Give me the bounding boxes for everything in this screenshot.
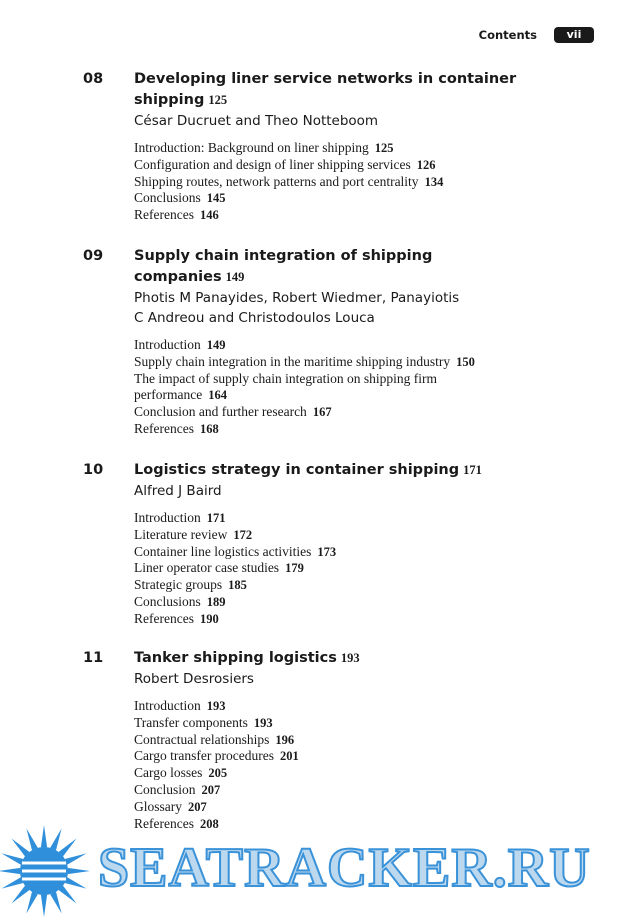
section-page-number: 193 [253, 715, 273, 730]
chapter-title-line: shipping [134, 92, 205, 108]
chapter-authors [134, 288, 554, 328]
sun-ray [12, 886, 30, 904]
section-title: Cargo transfer procedures [134, 748, 274, 764]
chapter-authors [134, 111, 554, 131]
sun-ray [65, 877, 87, 888]
section-page-number: 168 [199, 421, 219, 436]
section-page-number: 150 [456, 354, 475, 369]
section-title: References [134, 207, 194, 223]
section-page-number: 126 [416, 157, 436, 172]
sun-stripe [22, 870, 66, 873]
section-title: Container line logistics activities [134, 543, 312, 559]
sun-ray [41, 825, 47, 847]
section-list [134, 140, 554, 224]
section-page-number: 196 [275, 732, 295, 747]
section-title: Literature review [134, 526, 228, 542]
sun-ray [12, 839, 30, 857]
section-page-number: 190 [199, 611, 219, 626]
section-page-number: 173 [317, 544, 337, 559]
author-line: César Ducruet and Theo Notteboom [134, 113, 379, 129]
section-page-number: 164 [208, 388, 227, 403]
section-list [134, 510, 554, 628]
sun-ray [68, 868, 90, 874]
section-page-number: 145 [206, 191, 226, 206]
section-title: Strategic groups [134, 577, 223, 593]
section-list [134, 337, 554, 438]
section-entry[interactable] [134, 577, 554, 594]
section-page-number: 172 [233, 527, 253, 542]
section-page-number: 208 [199, 816, 219, 831]
section-title: Shipping routes, network patterns and port centrality [134, 173, 419, 189]
chapter-title[interactable] [134, 246, 554, 288]
section-entry[interactable] [134, 748, 554, 765]
sun-ray [2, 877, 24, 888]
section-page-number: 167 [312, 405, 332, 420]
section-page-number: 134 [424, 174, 444, 189]
section-entry[interactable] [134, 190, 554, 207]
chapter-title[interactable] [134, 648, 554, 669]
sun-ray [26, 829, 37, 851]
sun-ray [2, 853, 24, 864]
section-title: Introduction [134, 698, 201, 713]
section-entry[interactable] [134, 544, 554, 561]
author-line: Photis M Panayides, Robert Wiedmer, Panayiotis [134, 290, 460, 306]
section-title: Transfer components [134, 714, 248, 730]
section-entry[interactable] [134, 337, 554, 354]
section-entry[interactable] [134, 715, 554, 732]
section-title: Conclusion [134, 781, 196, 797]
sun-ray [50, 892, 61, 914]
section-entry[interactable] [134, 174, 554, 191]
section-title: Conclusion and further research [134, 404, 307, 420]
section-title: Configuration and design of liner shipping services [134, 156, 411, 172]
section-page-number: 179 [285, 561, 304, 576]
section-title: Introduction [134, 510, 201, 525]
chapter-authors [134, 481, 554, 501]
sun-ray [65, 853, 87, 864]
section-entry[interactable] [134, 207, 554, 224]
chapter-page-number: 193 [340, 651, 360, 665]
section-page-number: 185 [228, 578, 247, 593]
section-entry[interactable] [134, 560, 554, 577]
section-title: References [134, 420, 194, 436]
section-entry[interactable] [134, 157, 554, 174]
section-title: Conclusions [134, 593, 201, 609]
section-title: Supply chain integration in the maritime shipping industry [134, 353, 451, 369]
chapter-page-number: 171 [463, 463, 482, 477]
section-entry[interactable] [134, 404, 554, 421]
section-entry[interactable] [134, 140, 554, 157]
author-line: C Andreou and Christodoulos Louca [134, 310, 375, 326]
page-number-badge: vii [554, 27, 594, 43]
chapter-title-line: Supply chain integration of shipping [134, 248, 433, 264]
section-entry[interactable] [134, 527, 554, 544]
section-title: Introduction: Background on liner shipping [134, 140, 369, 155]
section-page-number: 171 [206, 511, 226, 525]
section-title: References [134, 815, 194, 831]
sun-ray [59, 886, 77, 904]
section-entry[interactable] [134, 698, 554, 715]
sun-ray [50, 829, 61, 851]
watermark-text: SEATRACKER.RU [98, 837, 591, 899]
chapter-title-line: Developing liner service networks in container [134, 71, 517, 87]
chapter-title-line: companies [134, 269, 222, 285]
sun-stripe [22, 878, 66, 881]
section-entry[interactable] [134, 782, 554, 799]
chapter-number: 09 [83, 248, 104, 264]
chapter-authors [134, 669, 554, 689]
section-page-number: 207 [201, 782, 221, 797]
section-title: Glossary [134, 798, 182, 814]
sun-ray [59, 839, 77, 857]
section-entry[interactable] [134, 765, 554, 782]
section-title: Conclusions [134, 190, 201, 206]
running-header [479, 27, 594, 43]
section-page-number: 193 [206, 699, 226, 713]
section-entry[interactable] [134, 421, 554, 438]
section-page-number: 205 [208, 766, 228, 781]
chapter-title[interactable] [134, 69, 554, 111]
sun-stripe [22, 862, 66, 865]
author-line: Robert Desrosiers [134, 671, 254, 687]
chapter-page-number: 125 [208, 93, 228, 107]
chapter-title-line: Tanker shipping logistics [134, 650, 337, 666]
section-title: References [134, 610, 194, 626]
section-entry[interactable] [134, 510, 554, 527]
section-entry[interactable] [134, 611, 554, 628]
section-page-number: 201 [279, 749, 299, 764]
sun-ray [0, 868, 20, 874]
section-page-number: 149 [206, 338, 226, 352]
section-page-number: 146 [199, 208, 219, 223]
chapter-title-line: Logistics strategy in container shipping [134, 462, 460, 478]
section-page-number: 189 [206, 594, 226, 609]
section-title: Cargo losses [134, 765, 203, 781]
section-page-number: 207 [188, 799, 207, 814]
section-page-number: 125 [374, 141, 394, 155]
chapter-number: 11 [83, 650, 104, 666]
section-title: Liner operator case studies [134, 560, 280, 576]
chapter-number: 08 [83, 71, 104, 87]
section-title: Introduction [134, 337, 201, 352]
chapter-page-number: 149 [225, 270, 245, 284]
section-entry[interactable] [134, 799, 554, 816]
section-entry[interactable] [134, 732, 554, 749]
chapter-title[interactable] [134, 460, 554, 481]
chapter-number: 10 [83, 462, 104, 478]
section-entry[interactable] [134, 371, 494, 405]
sun-ray [41, 895, 47, 917]
section-list [134, 698, 554, 832]
section-title: The impact of supply chain integration on shipping firm performance [134, 370, 437, 403]
running-header-title: Contents [478, 28, 537, 42]
section-entry[interactable] [134, 354, 554, 371]
section-entry[interactable] [134, 594, 554, 611]
section-title: Contractual relationships [134, 731, 270, 747]
sun-ray [26, 892, 37, 914]
author-line: Alfred J Baird [134, 483, 222, 499]
